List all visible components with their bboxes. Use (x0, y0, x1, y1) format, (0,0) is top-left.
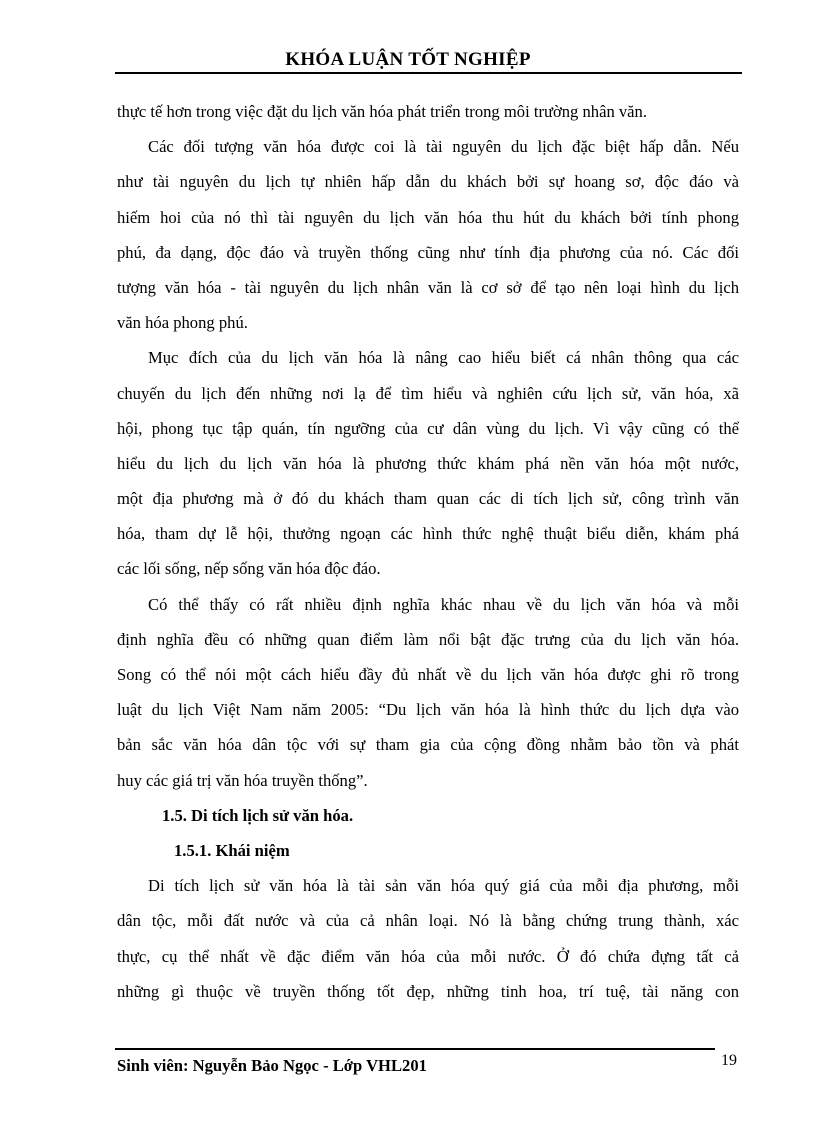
body-line: Các đối tượng văn hóa được coi là tài nguyên du lịch đặc biệt hấp dẫn. Nếu (148, 137, 739, 157)
footer-divider (115, 1048, 715, 1050)
body-line: Song có thể nói một cách hiểu đầy đủ nhất về du lịch văn hóa được ghi rõ trong (117, 665, 739, 684)
page-header-title: KHÓA LUẬN TỐT NGHIỆP (285, 49, 531, 70)
section-heading: 1.5. Di tích lịch sử văn hóa. (162, 805, 354, 825)
body-line: một địa phương mà ở đó du khách tham quan các di tích lịch sử, công trình văn (117, 489, 739, 509)
body-line: phú, đa dạng, độc đáo và truyền thống cũng như tính địa phương của nó. Các đối (117, 242, 739, 262)
body-line: những gì thuộc về truyền thống tốt đẹp, những tinh hoa, trí tuệ, tài năng con (117, 981, 739, 1001)
body-line: hội, phong tục tập quán, tín ngưỡng của cư dân vùng du lịch. Vì vậy cũng có thể (117, 418, 739, 438)
body-line: hiếm hoi của nó thì tài nguyên du lịch văn hóa thu hút du khách bởi tính phong (117, 207, 739, 227)
body-line: văn hóa phong phú. (117, 313, 248, 333)
body-line: như tài nguyên du lịch tự nhiên hấp dẫn du khách bởi sự hoang sơ, độc đáo và (117, 172, 739, 192)
body-line: thực tế hơn trong việc đặt du lịch văn hóa phát triển trong môi trường nhân văn. (117, 102, 647, 121)
page-number: 19 (721, 1052, 737, 1069)
body-line: Có thể thấy có rất nhiều định nghĩa khác nhau về du lịch văn hóa và mỗi (148, 594, 739, 614)
header-divider (115, 72, 742, 74)
body-line: bản sắc văn hóa dân tộc với sự tham gia của cộng đồng nhằm bảo tồn và phát (117, 735, 739, 755)
body-line: các lối sống, nếp sống văn hóa độc đáo. (117, 559, 381, 579)
body-line: dân tộc, mỗi đất nước và của cả nhân loại. Nó là bằng chứng trung thành, xác (117, 911, 739, 931)
body-line: tượng văn hóa - tài nguyên du lịch nhân văn là cơ sở để tạo nên loại hình du lịch (117, 277, 739, 297)
body-line: thực, cụ thể nhất về đặc điểm văn hóa của mỗi nước. Ở đó chứa đựng tất cả (117, 946, 739, 966)
body-line: Mục đích của du lịch văn hóa là nâng cao hiểu biết cá nhân thông qua các (148, 348, 739, 368)
document-body (117, 94, 739, 1009)
body-line: định nghĩa đều có những quan điểm làm nổi bật đặc trưng của du lịch văn hóa. (117, 629, 739, 649)
body-line: hóa, tham dự lễ hội, thưởng ngoạn các hình thức nghệ thuật biểu diễn, khám phá (117, 524, 739, 544)
body-line: Di tích lịch sử văn hóa là tài sản văn hóa quý giá của mỗi địa phương, mỗi (148, 876, 739, 896)
subsection-heading: 1.5.1. Khái niệm (174, 840, 290, 860)
body-line: huy các giá trị văn hóa truyền thống”. (117, 770, 368, 790)
body-line: luật du lịch Việt Nam năm 2005: “Du lịch văn hóa là hình thức du lịch dựa vào (117, 700, 739, 720)
footer-author: Sinh viên: Nguyễn Bảo Ngọc - Lớp VHL201 (117, 1056, 427, 1075)
body-line: hiểu du lịch du lịch văn hóa là phương thức khám phá nền văn hóa một nước, (117, 453, 739, 473)
body-line: chuyến du lịch đến những nơi lạ để tìm hiểu và nghiên cứu lịch sử, văn hóa, xã (117, 383, 739, 403)
